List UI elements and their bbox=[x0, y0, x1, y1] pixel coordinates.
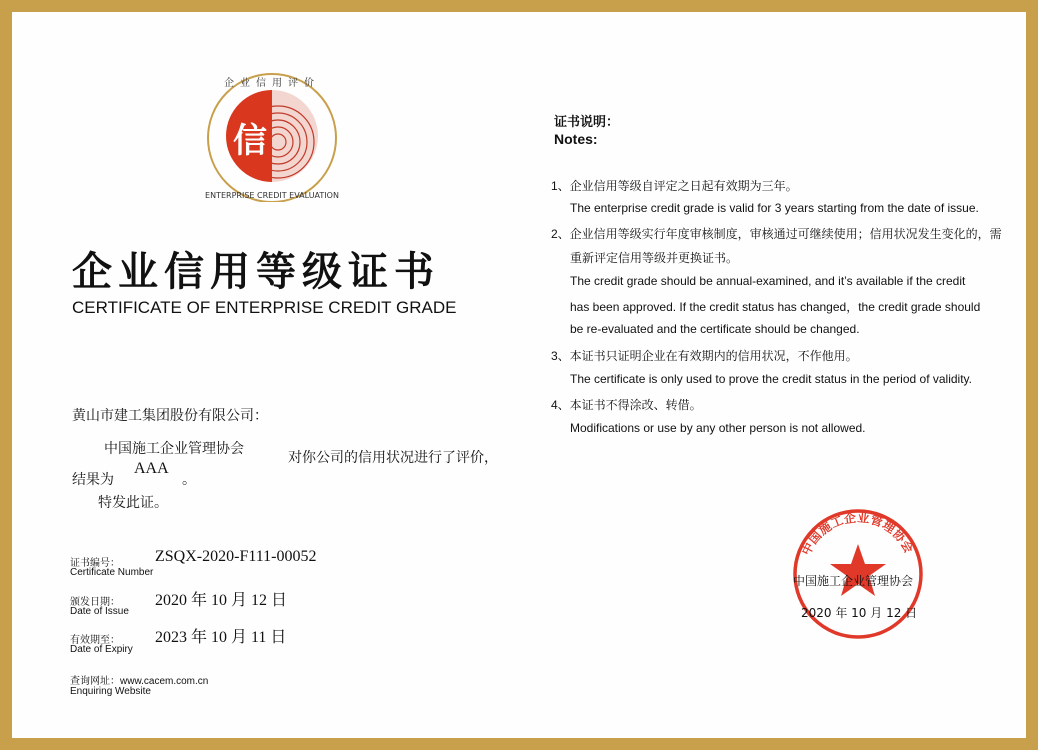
note-line: has been approved. If the credit status has changed，the credit grade should bbox=[570, 300, 981, 314]
note-line: 2、企业信用等级实行年度审核制度，审核通过可继续使用；信用状况发生变化的，需 bbox=[551, 227, 1002, 241]
note-line: Modifications or use by any other person is not allowed. bbox=[570, 421, 866, 435]
cert-number-label-en: Certificate Number bbox=[70, 567, 154, 578]
issue-date-value: 2020 年 10 月 12 日 bbox=[155, 592, 288, 609]
signature-date: 2020 年 10 月 12 日 bbox=[801, 606, 918, 620]
cert-number-label-cn: 证书编号： bbox=[70, 558, 120, 569]
notes-heading-cn: 证书说明： bbox=[554, 115, 620, 130]
seal-ring-text: 中国施工企业管理协会 bbox=[798, 510, 917, 558]
note-line: be re-evaluated and the certificate should be changed. bbox=[570, 322, 860, 336]
note-line: 1、企业信用等级自评定之日起有效期为三年。 bbox=[551, 179, 798, 193]
note-line: 4、本证书不得涂改、转借。 bbox=[551, 398, 702, 412]
issue-date-label-en: Date of Issue bbox=[70, 606, 129, 617]
note-line: The enterprise credit grade is valid for 3 years starting from the date of issue. bbox=[570, 201, 979, 215]
credit-evaluation-logo bbox=[198, 72, 348, 202]
page-subtitle: CERTIFICATE OF ENTERPRISE CREDIT GRADE bbox=[72, 298, 457, 317]
note-line: 重新评定信用等级并更换证书。 bbox=[570, 251, 739, 265]
closing-text: 特发此证。 bbox=[98, 495, 168, 511]
expiry-date-value: 2023 年 10 月 11 日 bbox=[155, 629, 287, 646]
page-title: 企业信用等级证书 bbox=[72, 249, 440, 295]
credit-grade: AAA bbox=[134, 460, 169, 477]
company-name: 黄山市建工集团股份有限公司： bbox=[72, 408, 268, 424]
evaluated-text: 对你公司的信用状况进行了评价， bbox=[288, 450, 498, 466]
expiry-date-label-en: Date of Expiry bbox=[70, 644, 133, 655]
logo-bottom-text: ENTERPRISE CREDIT EVALUATION bbox=[205, 191, 339, 200]
period: 。 bbox=[182, 472, 196, 488]
expiry-date-label-cn: 有效期至： bbox=[70, 635, 120, 646]
result-label: 结果为 bbox=[72, 472, 114, 488]
signature-org: 中国施工企业管理协会 bbox=[793, 574, 914, 588]
notes-heading-en: Notes: bbox=[554, 131, 598, 147]
website-label: 查询网址：www.cacem.com.cn bbox=[70, 676, 209, 687]
logo-top-text: 企业信用评价 bbox=[224, 78, 320, 89]
note-line: The certificate is only used to prove the credit status in the period of validity. bbox=[570, 372, 972, 386]
issuer-name: 中国施工企业管理协会 bbox=[104, 441, 244, 457]
cert-number-value: ZSQX-2020-F111-00052 bbox=[155, 548, 317, 565]
issue-date-label-cn: 颁发日期： bbox=[70, 597, 120, 608]
logo-glyph: 信 bbox=[233, 121, 267, 161]
note-line: 3、本证书只证明企业在有效期内的信用状况，不作他用。 bbox=[551, 349, 858, 363]
website-label-en: Enquiring Website bbox=[70, 686, 151, 697]
note-line: The credit grade should be annual-examined, and it’s available if the credit bbox=[570, 274, 966, 288]
